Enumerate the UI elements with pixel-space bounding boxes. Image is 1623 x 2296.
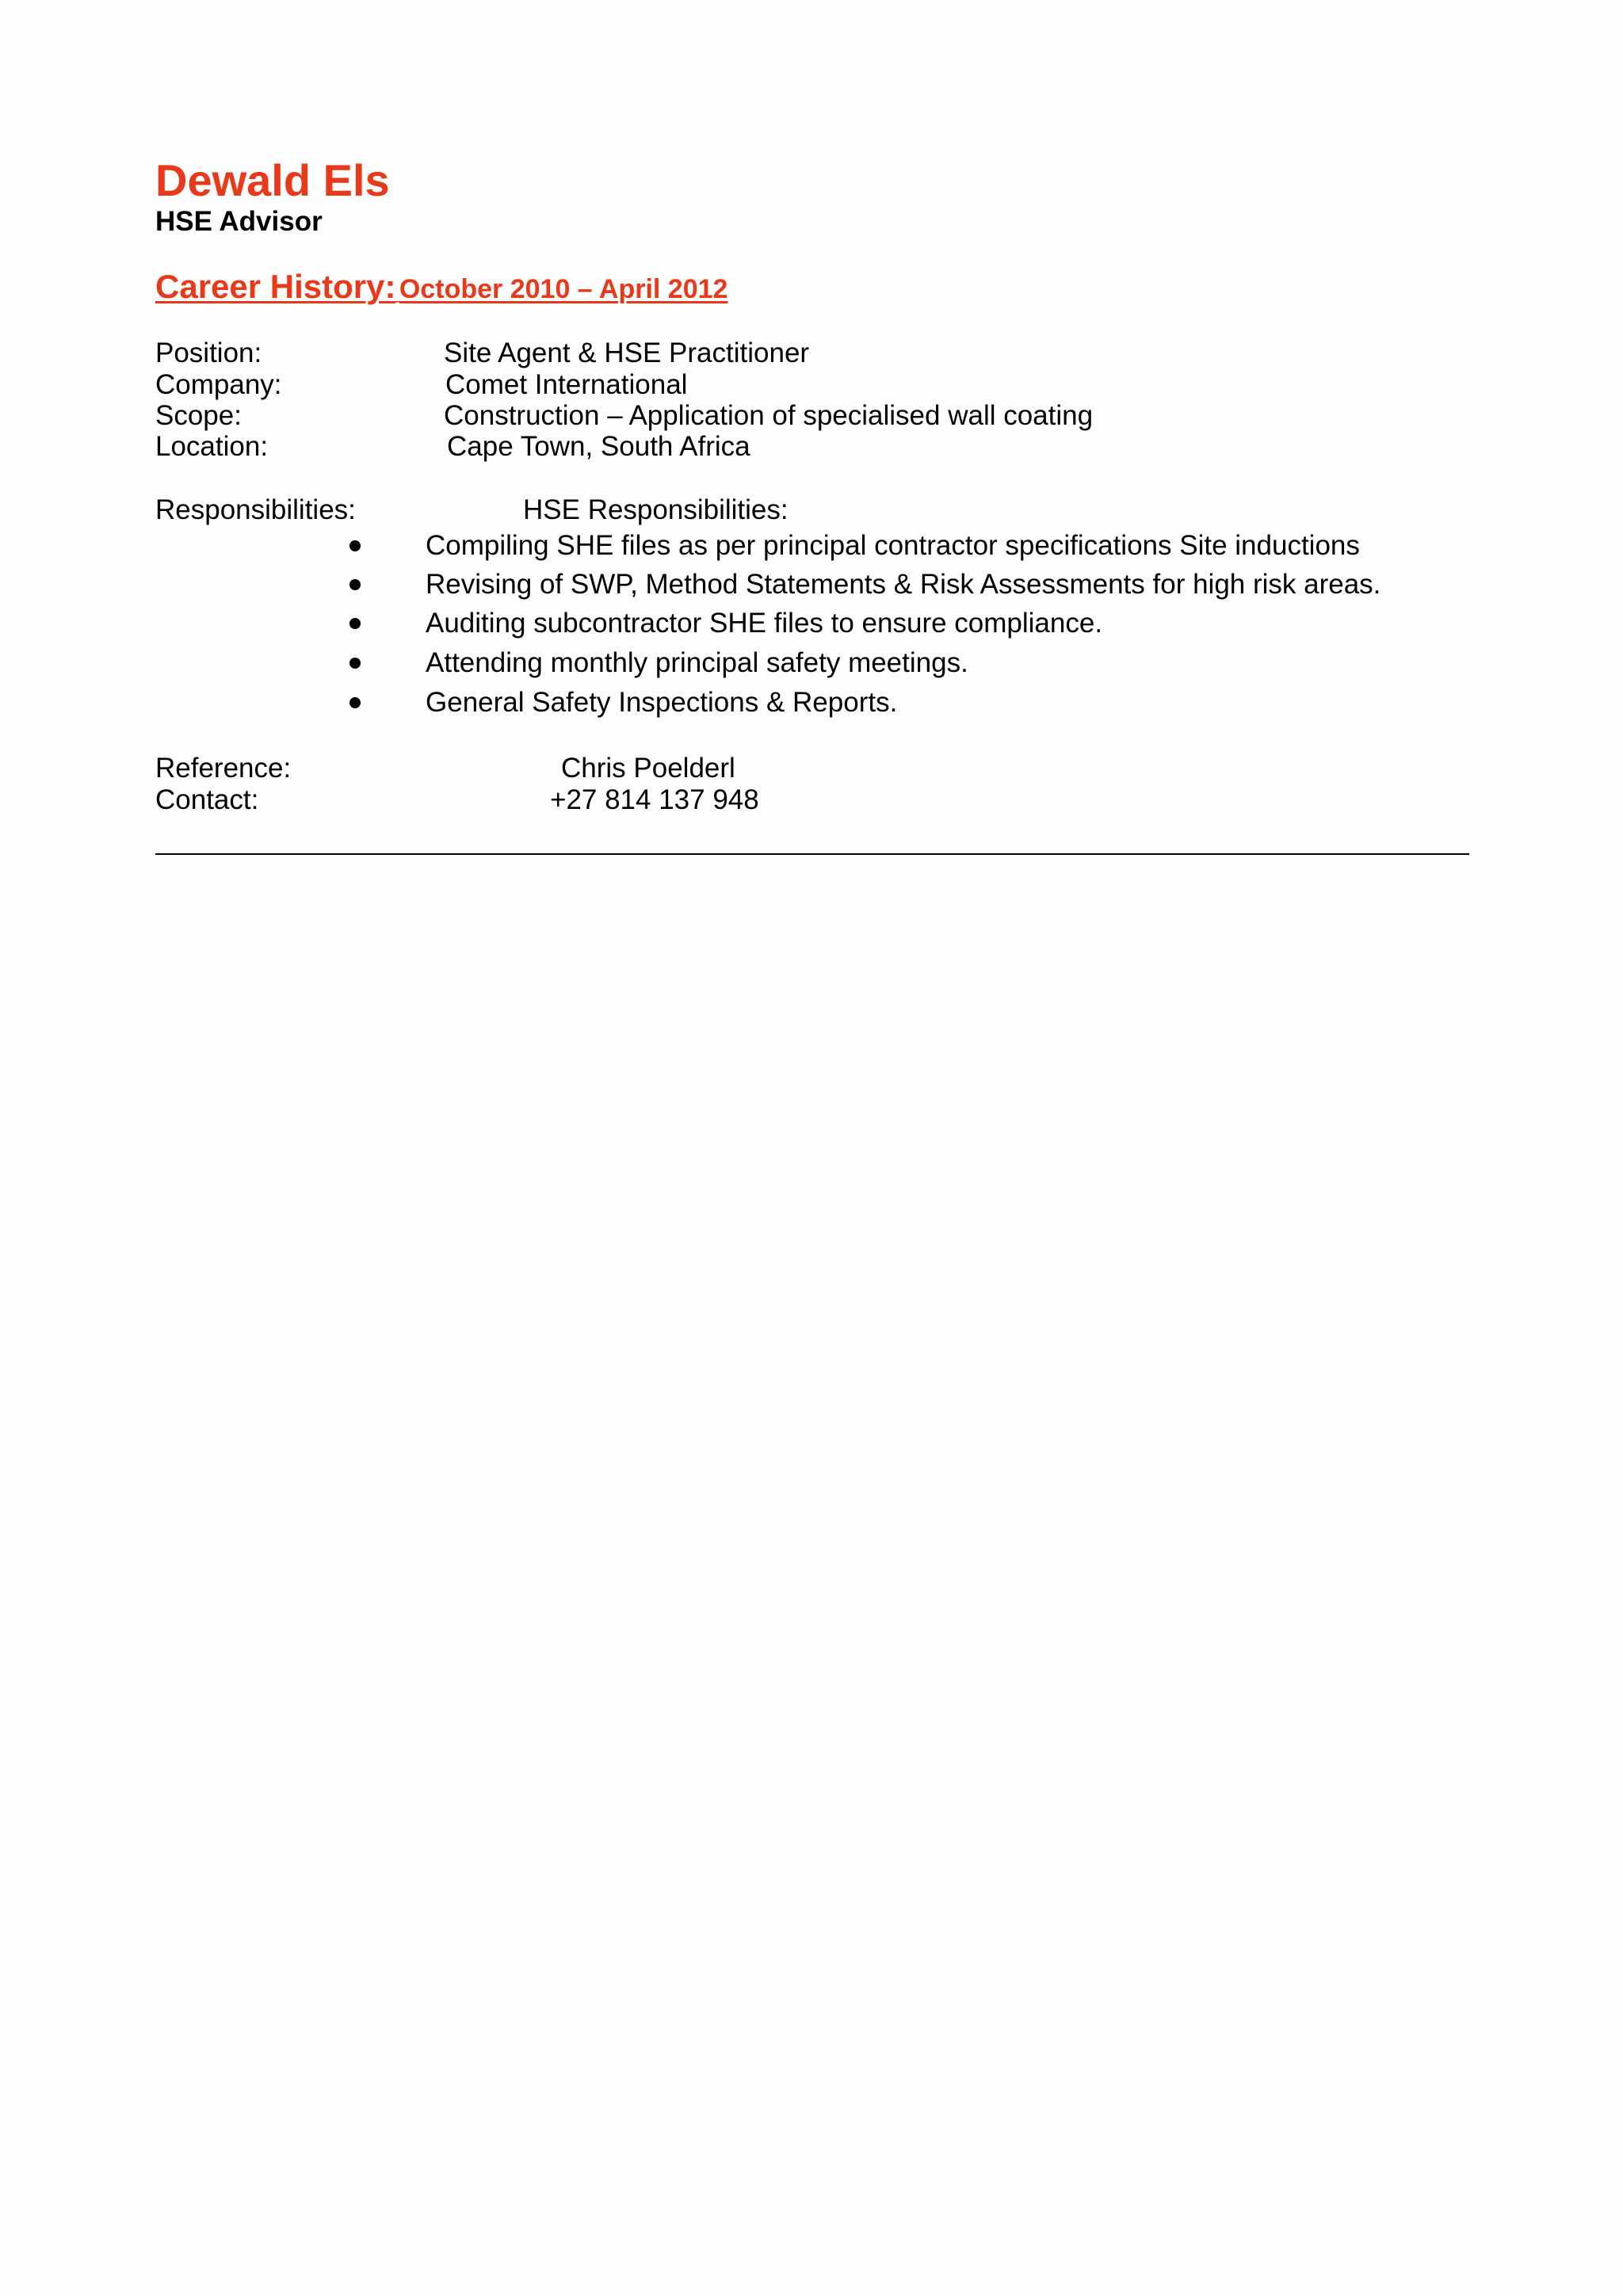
scope-value: Construction – Application of specialised wall coating [444, 400, 1094, 431]
career-history-heading [155, 265, 727, 317]
bullet-icon [349, 540, 361, 551]
list-item-text: Attending monthly principal safety meetings. [426, 647, 968, 678]
list-item-text: Compiling SHE files as per principal contractor specifications Site inductions [426, 530, 1360, 561]
responsibilities-label: Responsibilities: [155, 494, 356, 525]
bullet-icon [349, 697, 361, 708]
contact-label: Contact: [155, 784, 259, 815]
location-value: Cape Town, South Africa [447, 431, 750, 462]
position-label: Position: [155, 338, 262, 368]
list-item-text: Revising of SWP, Method Statements & Risk Assessments for high risk areas. [426, 569, 1381, 600]
reference-label: Reference: [155, 753, 292, 784]
bullet-icon [349, 579, 361, 590]
contact-value: +27 814 137 948 [550, 784, 759, 815]
career-history-label: Career History: [155, 268, 396, 305]
bullet-icon [349, 618, 361, 629]
career-history-range: October 2010 – April 2012 [399, 274, 728, 304]
section-divider [155, 853, 1469, 855]
company-label: Company: [155, 369, 282, 400]
list-item-text: General Safety Inspections & Reports. [426, 687, 898, 718]
reference-value: Chris Poelderl [561, 753, 735, 784]
bullet-icon [349, 658, 361, 669]
candidate-name: Dewald Els [155, 155, 390, 205]
location-label: Location: [155, 431, 269, 462]
scope-label: Scope: [155, 400, 242, 431]
list-item-text: Auditing subcontractor SHE files to ensure compliance. [426, 608, 1103, 639]
position-value: Site Agent & HSE Practitioner [444, 338, 810, 368]
company-value: Comet International [445, 369, 688, 400]
candidate-role: HSE Advisor [155, 206, 323, 237]
responsibilities-heading: HSE Responsibilities: [523, 494, 789, 525]
